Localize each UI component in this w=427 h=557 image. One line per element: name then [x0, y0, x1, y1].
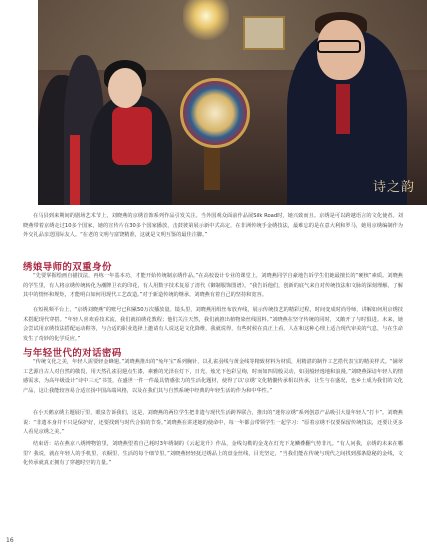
face: [108, 68, 142, 108]
red-scarf: [70, 135, 80, 205]
red-tie: [336, 84, 350, 134]
chandelier: [183, 0, 229, 40]
wall-artwork: [243, 16, 285, 50]
hero-photo: [38, 0, 427, 205]
paragraph: 在马县到来期间的剧场艺术节上，刘晓燕的京绣首饰系列作品引发关注。当外国观众面前作品展Silk Road时，她兴致而且。京绣是可以跨越语言的文化使者。刘晓燕带着京绣走过10多个国家，她的宣传片在30多个国家播放，击鼓彼第展示新中式高定，在非洲传统手金绣技法，最难忘的是在意大利和罗马，她用京绣编制作为外交礼品亲送国际友人。“在老的文明与富饶精准，这就是文明互鉴的最佳注脚。”: [23, 213, 403, 239]
page-number: 16: [6, 537, 14, 544]
red-scarf: [112, 107, 152, 165]
glasses: [317, 40, 361, 53]
paragraph: “传统文化之美，年轻人需要轻金蜂翅。”刘晓燕推出的“兔年宝”系列胸针，以孔雀羽线与黄金线等精致材料为材质，用精湛的制作工艺搭代表宝的精美样式。“铺翠工艺源自古人对自然的敬畏，用天然孔雀羽翅点生漆，素雅的光泽在灯下，日光、烛光下色彩呈绚，时而如四周般灵动，如羽般轻逸地和浪漫。”刘晓燕深谙年轻人的情感需求，为高年级设计“诗中三元”书签，在盛世一件一件最具情感张力的生活化题材，使得了以‘京绣’文化精髓传承相以传承，让生与在盛况，也乡土成为我们的文化产品，这让我能较容易合适宣扬中国高端风格，以及在我们其与自然系统中经典的年轻生活的作为和中华性。”: [23, 359, 403, 394]
photo-logo: 诗之韵: [372, 180, 415, 195]
paragraph: “先要掌握绘画自描技法，再练一年基本功，才能开始传统制京绣作品。”在高校设计专业的课堂上，刘晓燕同学自豪地告诉学生们她最擅长的“硬核”素质。刘晓燕的学生里，有人将京绣传统转化为潮牌卫衣的印花，有人用数字技术复原了清代《御制服饰图谱》。“我告诉他们，创新的底气来自对传统技法和文脉的深刻理解，了解其中的情怀和规矩，才能明白如何用现代工艺改造。”对于新造传统的继承，刘晓燕有着自己的坚持和宽容。: [23, 273, 403, 299]
paragraph: 结束语：站在燕京八绣博物馆里，刘晓燕望着自己耗时3年绣制的《云起龙升》作品，金线勾勒的金龙在灯光下龙鳞叠翻气势非凡。“有人问我，京绣的未来在哪里？我说，就在年轻人的手机里、衣橱里、生活的每个细节里。”刘晓燕轻轻抚过绣品上的盘金丝线，目光坚定，“当我们能在传统与现代之间找到那条隐秘的金线，文化传承就真正拥有了穿越时空的力量。”: [23, 441, 403, 467]
section-heading: 绣娘导师的双重身份: [23, 262, 112, 273]
paragraph: 在短视频平台上，“京绣刘晓燕”的账号已积累50万次播放量。镜头里，刘晓燕用绢丝布放弃线，展示传统技艺的精彩过程，时间变成时尚导师，讲解如何用京绣技术搭配现代穿搭。“年轻人喜欢看技术流，我们就拍绣花教程；他们关注天然，我们就推出植物染丝线国料。”刘晓燕在坚守传统的同时，又敞开了与时俱进。未来，她会尝试用京绣技法搭配运动鞋等，与合适的职业选择上邀请有人说这是文化降维，我就说得，有些时候在真正上看，人在和这种心理上适合现代审美的气息，与在生命发生了奇妙的化学反应。”: [23, 307, 403, 342]
section-heading: 与年轻世代的对话密码: [23, 348, 122, 359]
embroidery-award-medallion: [180, 78, 250, 148]
paragraph: 在小天鹅京绣主题展厅里，眼泉告诉我们，这是，刘晓燕的两位学生把非遗与现代生活跨界联合，推出的“迷你京绣”系列创意产品吸引大量年轻人“打卡”。刘晓燕说：“非遗本身并不只是保护好，还要找到与时代合拍的节奏。”刘晓燕在讲述她的使命中，每一年都会带领学生一起学习：“原着京绣不仅要保留传统技法，还要让更多人看见京绣之美。”: [23, 410, 403, 436]
